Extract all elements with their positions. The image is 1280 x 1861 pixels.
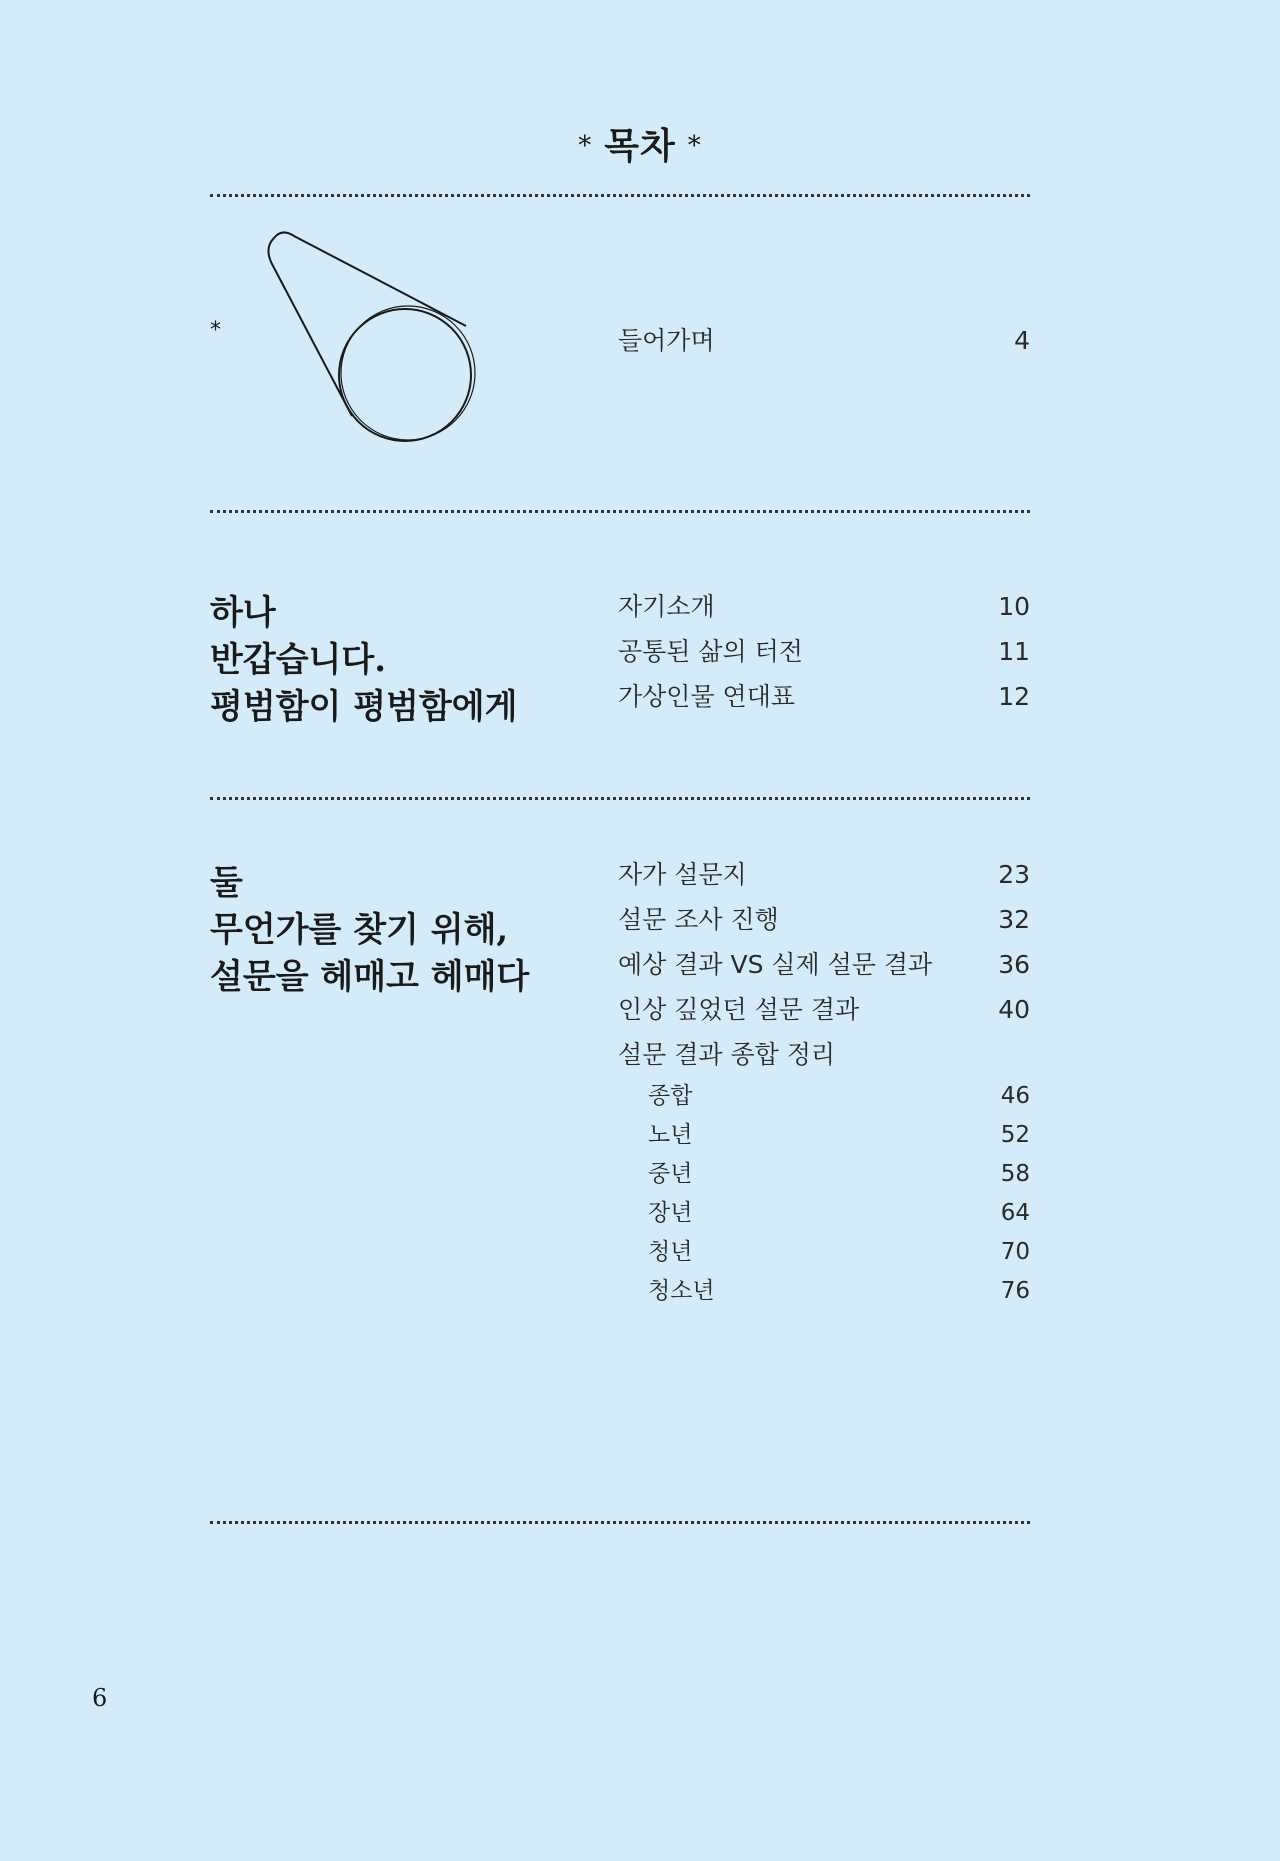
section-1-title-line: 하나	[210, 593, 276, 633]
star-icon-right: *	[687, 131, 702, 161]
divider-4	[210, 1521, 1030, 1524]
section-1-title-line: 평범함이 평범함에게	[210, 687, 518, 727]
toc-entry-label: 예상 결과 VS 실제 설문 결과	[618, 950, 933, 979]
toc-entry-label: 인상 깊었던 설문 결과	[618, 995, 860, 1024]
section-2-title-line: 무언가를 찾기 위해,	[210, 910, 509, 950]
toc-sub-entry[interactable]	[618, 1077, 1030, 1116]
toc-entry-intro[interactable]	[618, 318, 1030, 363]
toc-entry-page: 12	[998, 682, 1030, 711]
toc-entry-label: 중년	[648, 1161, 693, 1187]
toc-entry-label: 자가 설문지	[618, 860, 747, 889]
toc-entry-label: 노년	[648, 1122, 693, 1148]
section-2-toc	[618, 852, 1030, 1311]
toc-entry[interactable]	[618, 674, 1030, 719]
toc-entry-page: 36	[998, 950, 1030, 979]
toc-entry[interactable]	[618, 897, 1030, 942]
toc-entry-page: 32	[998, 905, 1030, 934]
section-2-title	[210, 860, 529, 1001]
toc-entry-label: 공통된 삶의 터전	[618, 637, 803, 666]
toc-entry[interactable]	[618, 1032, 1030, 1077]
toc-entry-page: 64	[1000, 1200, 1030, 1226]
toc-entry-label: 종합	[648, 1083, 693, 1109]
section-1-title-line: 반갑습니다.	[210, 640, 387, 680]
intro-toc	[618, 318, 1030, 363]
toc-sub-entry[interactable]	[618, 1194, 1030, 1233]
toc-entry-page: 70	[1000, 1239, 1030, 1265]
page-number: 6	[92, 1684, 108, 1712]
toc-entry-label: 설문 조사 진행	[618, 905, 779, 934]
toc-entry-label: 자기소개	[618, 592, 715, 621]
toc-entry-label: 가상인물 연대표	[618, 682, 795, 711]
toc-entry-page: 4	[1014, 326, 1030, 355]
toc-entry[interactable]	[618, 987, 1030, 1032]
star-icon: *	[210, 318, 221, 343]
toc-sub-entry[interactable]	[618, 1233, 1030, 1272]
toc-entry-page: 40	[998, 995, 1030, 1024]
toc-entry-label: 청년	[648, 1239, 693, 1265]
section-1-toc	[618, 584, 1030, 719]
page-title	[0, 118, 1280, 169]
toc-entry-page: 23	[998, 860, 1030, 889]
toc-entry[interactable]	[618, 584, 1030, 629]
toc-entry-label: 들어가며	[618, 326, 715, 355]
toc-entry-label: 청소년	[648, 1278, 715, 1304]
divider-2	[210, 510, 1030, 513]
toc-sub-entry[interactable]	[618, 1155, 1030, 1194]
section-2-title-line: 설문을 헤매고 헤매다	[210, 957, 530, 997]
toc-entry[interactable]	[618, 852, 1030, 897]
section-1-title	[210, 590, 517, 731]
toc-entry[interactable]	[618, 629, 1030, 674]
toc-heading: 목차	[604, 125, 676, 167]
toc-entry-page: 52	[1000, 1122, 1030, 1148]
divider-3	[210, 797, 1030, 800]
toc-sub-entry[interactable]	[618, 1116, 1030, 1155]
toc-entry-page: 46	[1000, 1083, 1030, 1109]
toc-entry-page: 58	[1000, 1161, 1030, 1187]
toc-entry-label: 설문 결과 종합 정리	[618, 1040, 836, 1069]
comet-illustration-icon	[260, 230, 480, 450]
toc-entry-page: 76	[1000, 1278, 1030, 1304]
star-icon-left: *	[578, 131, 593, 161]
section-2-title-line: 둘	[210, 863, 243, 903]
toc-entry[interactable]	[618, 942, 1030, 987]
toc-entry-page: 11	[998, 637, 1030, 666]
toc-entry-page: 10	[998, 592, 1030, 621]
toc-entry-label: 장년	[648, 1200, 693, 1226]
divider-1	[210, 194, 1030, 197]
toc-sub-entry[interactable]	[618, 1272, 1030, 1311]
